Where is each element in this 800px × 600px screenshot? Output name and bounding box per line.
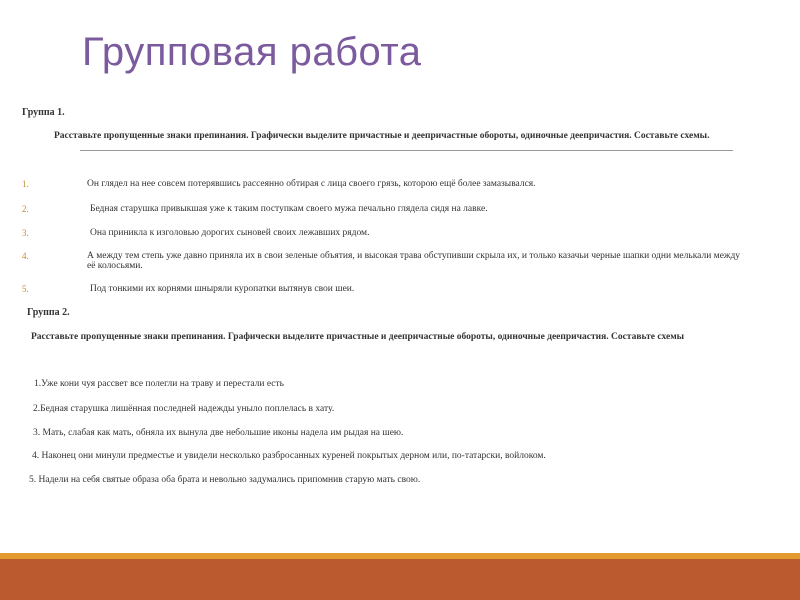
list-item-text: Бедная старушка привыкшая уже к таким поступкам своего мужа печально глядела сидя на лавке. xyxy=(90,204,488,214)
group1-instruction: Расставьте пропущенные знаки препинания. Графически выделите причастные и деепричастные обороты, одиночные деепричастия. Составьте схемы. xyxy=(54,131,710,141)
list-item: 3. Мать, слабая как мать, обняла их вынула две небольшие иконы надела им рыдая на шею. xyxy=(33,428,404,438)
list-item-text: Она приникла к изголовью дорогих сыновей своих лежавших рядом. xyxy=(90,228,370,238)
list-item-text: Под тонкими их корнями шныряли куропатки вытянув свои шеи. xyxy=(90,284,355,294)
group2-instruction: Расставьте пропущенные знаки препинания. Графически выделите причастные и деепричастные обороты, одиночные деепричастия. Составьте схемы xyxy=(31,332,685,342)
slide-title: Групповая работа xyxy=(82,30,422,74)
list-item-text: Он глядел на нее совсем потерявшись рассеянно обтирая с лица своего грязь, которою ещё более замазывался. xyxy=(87,179,536,189)
list-item: 1.Уже кони чуя рассвет все полегли на траву и перестали есть xyxy=(34,379,285,389)
list-item: 5. Надели на себя святые образа оба брата и невольно задумались припомнив старую мать свою. xyxy=(29,475,421,485)
list-item-number: 2. xyxy=(22,204,29,214)
list-item-text: А между тем степь уже давно приняла их в свои зеленые объятия, и высокая трава обступивши скрыла их, и только казачьи черные шапки одни мелькали между её колосьями. xyxy=(87,251,741,271)
list-item-number: 5. xyxy=(22,284,29,294)
list-item-number: 1. xyxy=(22,179,29,189)
list-item-number: 4. xyxy=(22,251,29,261)
list-item: 4. Наконец они минули предместье и увидели несколько разбросанных куреней покрытых дерном или, по-татарски, войлоком. xyxy=(32,451,546,461)
list-item: 2.Бедная старушка лишённая последней надежды уныло поплелась в хату. xyxy=(33,404,335,414)
group2-heading: Группа 2. xyxy=(27,307,70,318)
divider-line xyxy=(80,150,733,151)
footer-band xyxy=(0,559,800,600)
list-item-number: 3. xyxy=(22,228,29,238)
group1-heading: Группа 1. xyxy=(22,107,65,118)
